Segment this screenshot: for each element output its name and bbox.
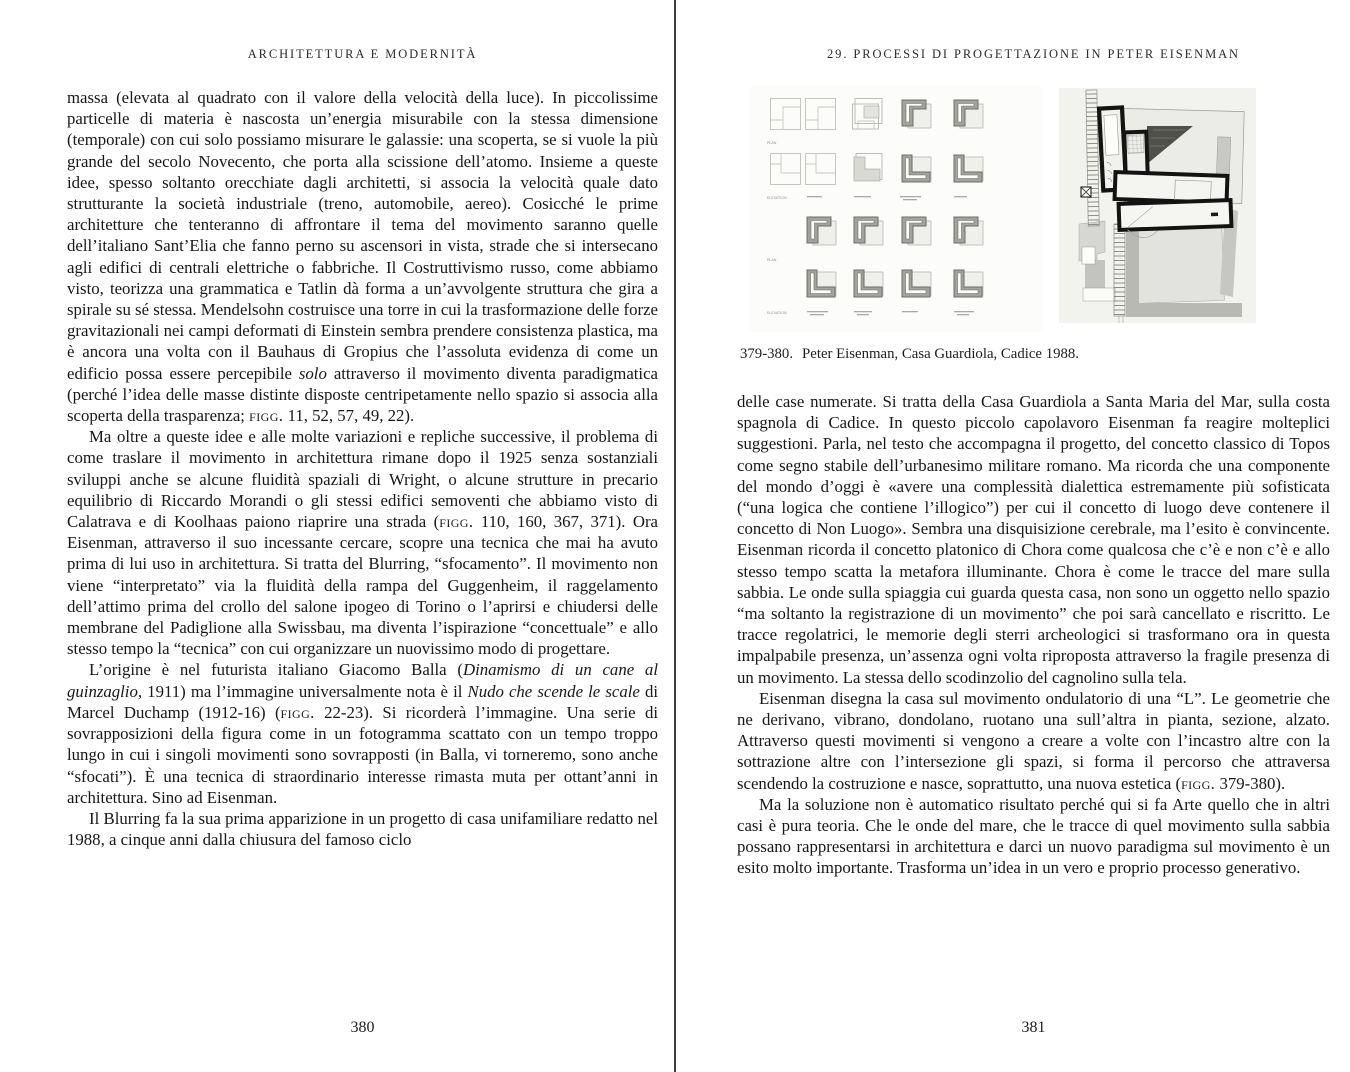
diagram-row-elevation-1 (771, 154, 984, 185)
paragraph (67, 426, 658, 659)
body-text-run: attraverso il movimento diventa paradigmatica (perché l’idea delle masse distinte disposte centripetamente nello spazio si associa alla scoperta della trasparenza; (67, 363, 658, 426)
running-head-left: ARCHITETTURA E MODERNITÀ (247, 47, 478, 61)
x-box (1081, 187, 1091, 197)
body-text-run: , 1911) ma l’immagine universalmente nota è il (137, 681, 468, 701)
right-page-body-text (737, 391, 1330, 879)
italic-text: solo (298, 363, 327, 383)
body-text-run: L’origine è nel futurista italiano Giacomo Balla ( (89, 660, 463, 680)
diagram-label-elevation-2: ELEVATION (767, 311, 787, 315)
bottom-small-room (1083, 288, 1115, 301)
paragraph (737, 688, 1330, 794)
smallcaps-figure-ref: figg. (280, 702, 315, 722)
smallcaps-figure-ref: figg. (439, 512, 474, 532)
left-page-body-text (67, 87, 658, 850)
smallcaps-figure-ref: figg. (249, 406, 284, 426)
diagram-label-plan-1: PLAN (767, 141, 777, 145)
left-small-room (1082, 247, 1095, 264)
body-text-run: 11, 52, 57, 49, 22). (283, 406, 415, 426)
body-text-run: delle case numerate. Si tratta della Casa Guardiola a Santa Maria del Mar, sulla costa spagnola di Cadice. In questo piccolo capolavoro Eisenman fa reagire molteplici suggestioni. Parla, nel testo che accompagna il progetto, del concetto classico di Topos come segno stabile dell’urbanesimo militare romano. Ma ricorda che una componente del mondo d’oggi è «avere una complessità dialettica estremamente più sofisticata (“una logica che contiene l’illogico”) per cui il concetto di luogo deve contenere il concetto di Non Luogo». Sembra una disquisizione cerebrale, ma l’esito è convincente. Eisenman ricorda il concetto platonico di Chora come qualcosa che c’è e non c’è e allo stesso tempo scatta la metafora illuminante. Chora è come le tracce del mare sulla sabbia. Le onde sulla spiaggia cui guarda questa casa, non sono un oggetto nello spazio “ma soltanto la registrazione di un movimento” che poi sarà cancellato e riscritto. Le tracce regolatrici, le memorie degli sterri archeologici si trasformano ora in questa impalpabile presenza, un’assenza ogni volta riproposta attraverso la fragile presenza di un movimento. La stessa dello scodinzolio del cagnolino sulla tela. (737, 392, 1330, 687)
paragraph (67, 808, 658, 850)
diagram-step-captions-1 (807, 196, 967, 200)
body-text-run: di Marcel Duchamp (1912-16) ( (67, 681, 659, 722)
body-text-run: 110, 160, 367, 371). Ora Eisenman, attraverso il suo incessante cercare, scopre una tecnica che mai ha avuto prima di lui uso in architettura. Si tratta del Blurring, “sfocamento”. Il movimento non viene “interpretato” via la fluidità della rampa del Guggenheim, il raggelamento dell’attimo prima del crollo del salone ipogeo di Torino o l’aprirsi e chiudersi delle membrane del Padiglione alla Swissbau, ma diventa l’ispirazione “concettuale” e allo stesso tempo la “tecnica” con cui organizzare un nuovissimo modo di progettare. (67, 512, 658, 659)
paragraph (737, 794, 1330, 879)
running-head-right: 29. PROCESSI DI PROGETTAZIONE IN PETER EISENMAN (827, 47, 1240, 61)
lower-site-square (1130, 222, 1225, 303)
figure-caption-text: Peter Eisenman, Casa Guardiola, Cadice 1988. (802, 346, 1079, 362)
right-page (737, 0, 1330, 1072)
body-text-run: 379-380). (1215, 773, 1286, 793)
italic-text: Dinamismo di un cane al guinzaglio (67, 660, 658, 701)
stairs-hatch-middle (1114, 224, 1125, 316)
process-diagram-figure (750, 86, 1042, 332)
diagram-row-plan-1 (771, 99, 984, 130)
left-page (67, 0, 658, 1072)
page-number-left: 380 (350, 1019, 375, 1036)
figure-caption-number: 379-380. (740, 346, 794, 362)
body-text-run: Ma la soluzione non è automatico risultato perché qui si fa Arte quello che in altri casi è pura teoria. Che le onde del mare, che le tracce di quel movimento sulla sabbia possano rappresentarsi in architettura e darci un nuovo paradigma sul movimento è un esito molto importante. Trasforma un’idea in un vero e proprio processo generativo. (737, 794, 1330, 878)
page-number-right: 381 (1021, 1019, 1046, 1036)
smallcaps-figure-ref: figg. (1181, 773, 1216, 793)
upper-bar-walls (1115, 172, 1228, 203)
diagram-row-plan-2 (807, 217, 983, 245)
body-text-run: massa (elevata al quadrato con il valore della velocità della luce). In piccolissime particelle di materia è nascosta un’energia misurabile con la stessa dimensione (temporale) con cui solo possiamo misurare le galassie: una scoperta, se si vuole la più grande del secolo Novecento, che porta alla scissione dell’atomo. Insieme a queste idee, spesso soltanto orecchiate dagli architetti, si associa la velocità quale dato strutturante la società industriale (treno, automobile, aereo). Cosicché le prime architetture che tenteranno di affrontare il tema del movimento saranno quelle dell’italiano Sant’Elia che fanno perno su ascensori in vista, strade che si intersecano agli edifici di centrali elettriche o fabbriche. Il Costruttivismo russo, come abbiamo visto, teorizza una grammatica e Tatlin dà forma a un’avvolgente struttura che gira a spirale su sé stessa. Mendelsohn costruisce una torre in cui la trasformazione delle forze gravitazionali nei campi deformati di Einstein sembra prendere consistenza plastica, ma è ancora una volta con il Bauhaus di Gropius che l’assoluta evidenza di come un edificio possa essere percepibile (67, 88, 658, 383)
diagram-row-elevation-2 (807, 270, 983, 297)
diagram-label-plan-2: PLAN (767, 258, 777, 262)
diagram-label-elevation-1: ELEVATION (767, 196, 787, 200)
paragraph (737, 391, 1330, 688)
figure-caption (740, 346, 1079, 363)
paragraph (67, 659, 658, 807)
paragraph (67, 87, 658, 426)
diagram-step-captions-2 (807, 311, 974, 315)
italic-text: Nudo che scende le scale (467, 681, 640, 701)
casa-guardiola-plan-figure (1057, 84, 1259, 327)
body-text-run: Eisenman disegna la casa sul movimento ondulatorio di una “L”. Le geometrie che ne derivano, vibrano, dondolano, ruotano una sull’altra in pianta, sezione, alzato. Attraverso questi movimenti si vengono a creare a volte con l’incastro altre con la sottrazione altre con l’intersezione gli spazi, si forma il percorso che attraversa scendendo la costruzione e nasce, soprattutto, una nuova estetica ( (737, 688, 1330, 793)
page-gutter-line (674, 0, 676, 1072)
body-text-run: 22-23). Si ricorderà l’immagine. Una serie di sovrapposizioni della figura come in un fotogramma scattato con un tempo troppo lungo in cui i singoli movimenti sono sovrapposti (in Balla, vi torneremo, sono anche “sfocati”). È una tecnica di straordinario interesse rimasta muta per ottant’anni in architettura. Sino ad Eisenman. (67, 702, 659, 807)
body-text-run: Il Blurring fa la sua prima apparizione in un progetto di casa unifamiliare redatto nel 1988, a cinque anni dalla chiusura del famoso ciclo (67, 808, 658, 850)
body-text-run: Ma oltre a queste idee e alle molte variazioni e repliche successive, il problema di come traslare il movimento in architettura rimane dopo il 1925 senza sostanziali sviluppi anche se alcune fluidità spaziali di Wright, o alcune strutture in precario equilibrio di Riccardo Morandi o gli stessi edifici semoventi che abbiamo visto di Calatrava e di Koolhaas paiono riaprire una strada ( (67, 427, 658, 532)
